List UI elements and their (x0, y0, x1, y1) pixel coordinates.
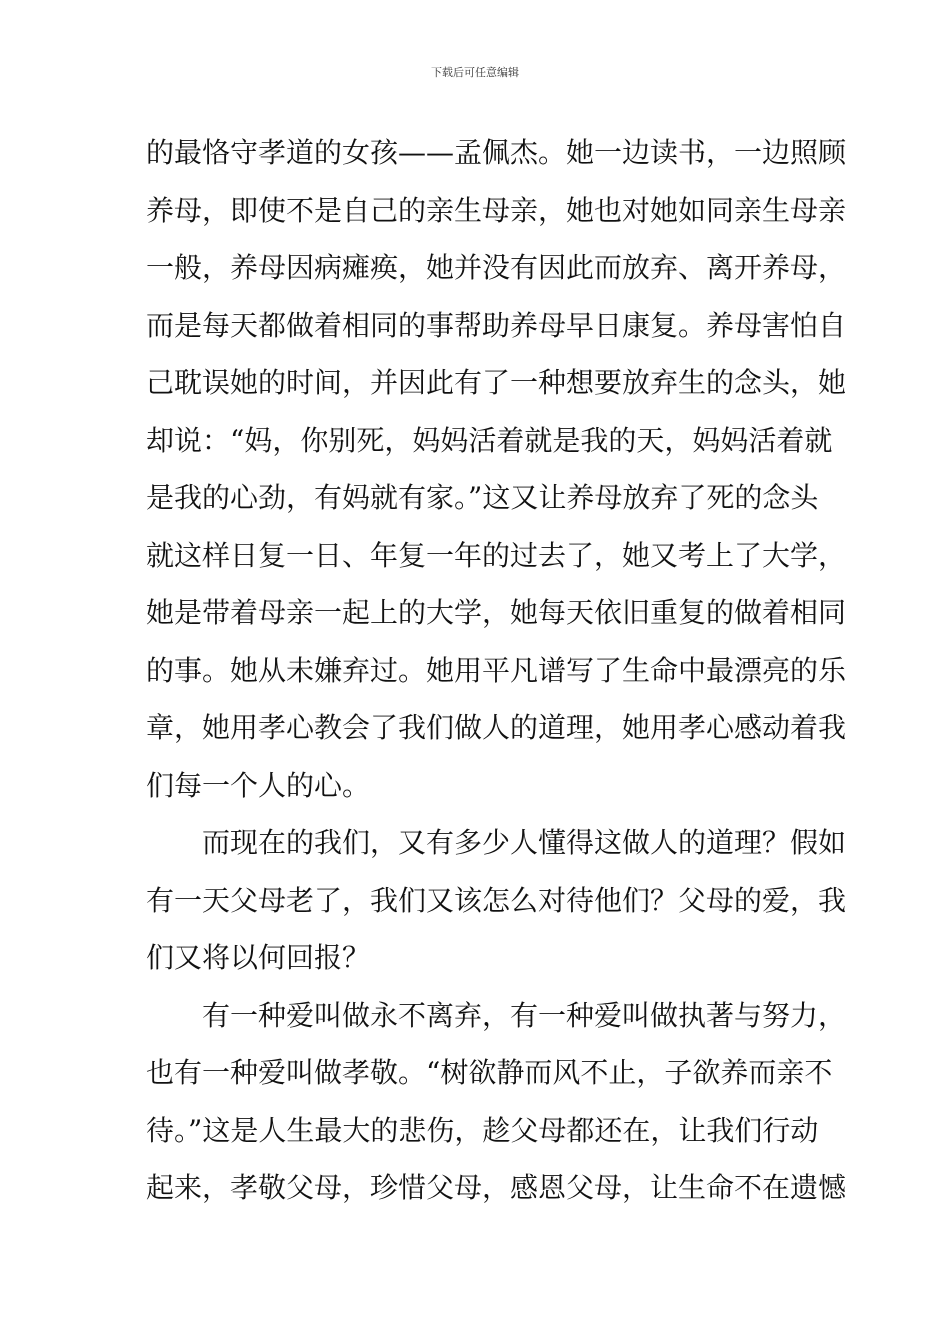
text-line: 却说：“妈，你别死，妈妈活着就是我的天，妈妈活着就 (146, 423, 833, 457)
text-line: 己耽误她的时间，并因此有了一种想要放弃生的念头，她 (146, 366, 847, 399)
page-header: 下载后可任意编辑 (431, 66, 519, 79)
text-line: 她是带着母亲一起上的大学，她每天依旧重复的做着相同 (146, 596, 847, 629)
text-line: 的事。她从未嫌弃过。她用平凡谱写了生命中最漂亮的乐 (146, 653, 847, 687)
text-line: 是我的心劲，有妈就有家。”这又让养母放弃了死的念头 (146, 481, 819, 514)
text-line: 有一天父母老了，我们又该怎么对待他们？父母的爱，我 (146, 883, 847, 917)
text-line: 一般，养母因病瘫痪，她并没有因此而放弃、离开养母， (146, 251, 847, 284)
text-line: 待。”这是人生最大的悲伤，趁父母都还在，让我们行动 (146, 1113, 819, 1147)
text-line: 而是每天都做着相同的事帮助养母早日康复。养母害怕自 (146, 308, 847, 342)
text-line: 章，她用孝心教会了我们做人的道理，她用孝心感动着我 (146, 711, 847, 744)
text-line: 起来，孝敬父母，珍惜父母，感恩父母，让生命不在遗憾 (146, 1171, 847, 1204)
text-line: 也有一种爱叫做孝敬。“树欲静而风不止，子欲养而亲不 (146, 1056, 833, 1089)
text-line: 就这样日复一日、年复一年的过去了，她又考上了大学， (146, 538, 847, 572)
text-line: 有一种爱叫做永不离弃，有一种爱叫做执著与努力， (202, 998, 847, 1032)
text-line: 而现在的我们，又有多少人懂得这做人的道理？假如 (202, 826, 847, 859)
text-line: 们每一个人的心。 (146, 768, 371, 802)
text-line: 的最恪守孝道的女孩——孟佩杰。她一边读书，一边照顾 (146, 136, 847, 169)
text-line: 们又将以何回报？ (146, 941, 371, 974)
document-body (146, 124, 847, 1217)
text-line: 养母，即使不是自己的亲生母亲，她也对她如同亲生母亲 (146, 193, 847, 227)
